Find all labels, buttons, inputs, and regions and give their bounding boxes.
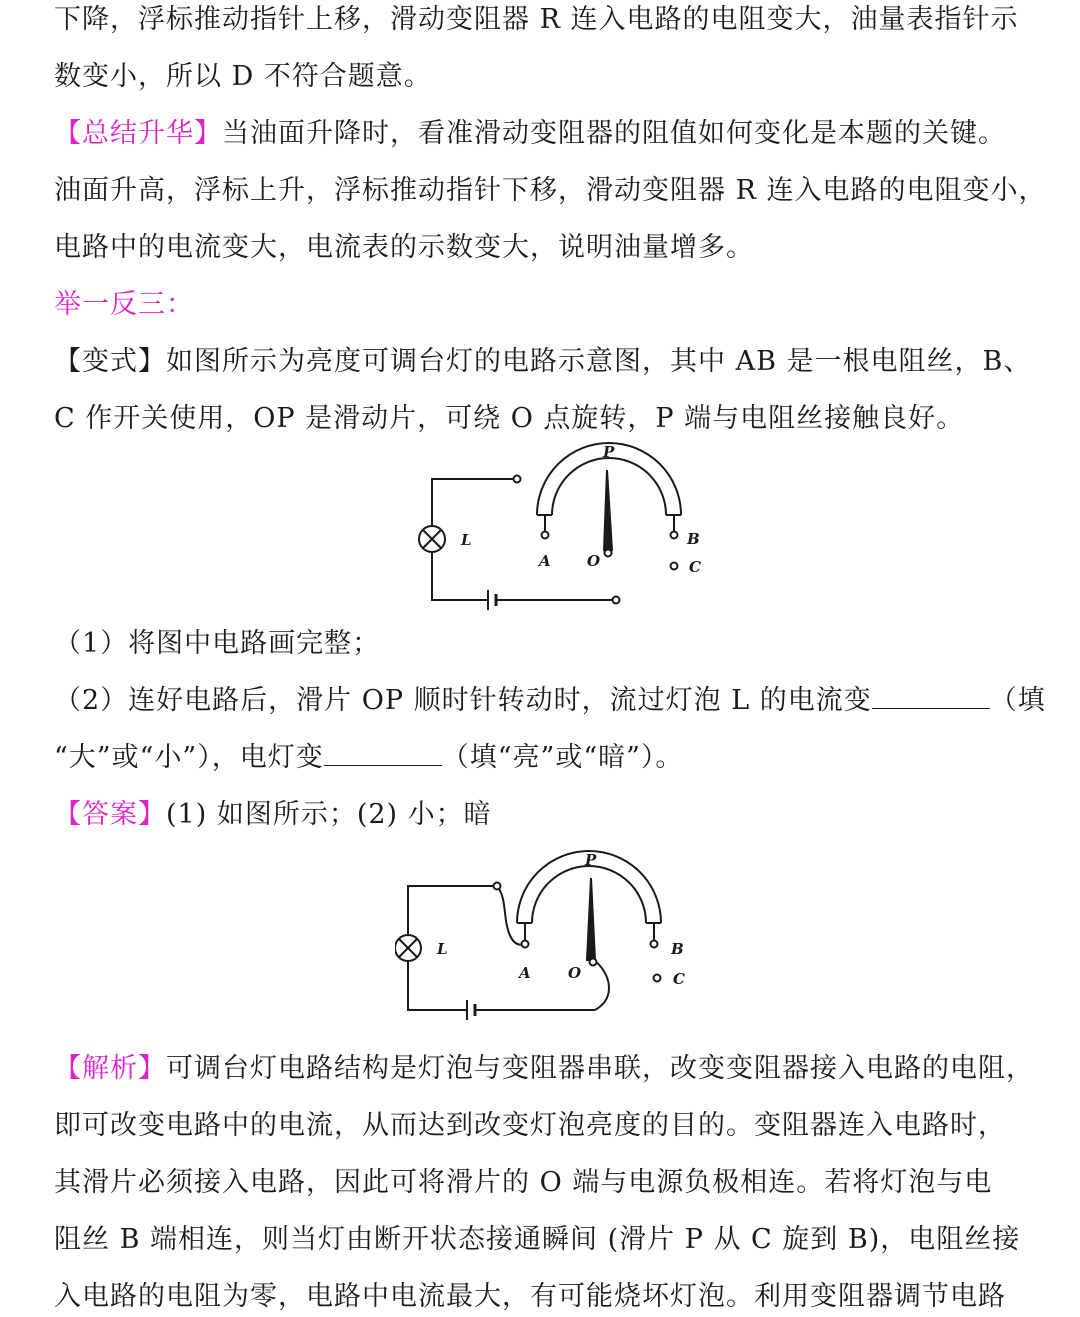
- analysis-paragraph: [54, 1049, 1034, 1089]
- paragraph-line: 数变小，所以 D 不符合题意。: [54, 61, 432, 92]
- label-A: A: [519, 964, 531, 982]
- label-A: A: [539, 552, 551, 570]
- label-C: C: [673, 970, 685, 988]
- answer-tag: 【答案】: [54, 799, 166, 830]
- answer-paragraph: [54, 795, 492, 835]
- summary-text: 当油面升降时，看准滑动变阻器的阻值如何变化是本题的关键。: [222, 118, 1006, 149]
- question-2-text: （填“亮”或“暗”）。: [441, 742, 684, 773]
- paragraph-line: 电路中的电流变大，电流表的示数变大，说明油量增多。: [54, 232, 754, 263]
- answer-text: (1) 如图所示；(2) 小；暗: [166, 799, 492, 830]
- label-P: P: [603, 443, 615, 461]
- question-1: （1）将图中电路画完整；: [54, 628, 381, 659]
- answer-blank-1: [872, 684, 990, 709]
- summary-tag: 【总结升华】: [54, 118, 222, 149]
- label-B: B: [687, 530, 700, 548]
- question-2-text: （2）连好电路后，滑片 OP 顺时针转动时，流过灯泡 L 的电流变: [54, 685, 872, 716]
- question-2-cont: [54, 738, 683, 778]
- paragraph-line: 入电路的电阻为零，电路中电流最大，有可能烧坏灯泡。利用变阻器调节电路: [54, 1281, 1006, 1312]
- question-2: [54, 681, 1046, 721]
- label-P: P: [585, 851, 597, 869]
- paragraph-line: 阻丝 B 端相连，则当灯由断开状态接通瞬间 (滑片 P 从 C 旋到 B)，电阻丝接: [54, 1224, 1021, 1255]
- label-L: L: [461, 531, 472, 549]
- summary-paragraph: [54, 114, 1006, 154]
- label-O: O: [587, 552, 601, 570]
- extend-heading: 举一反三：: [54, 289, 194, 320]
- analysis-text: 可调台灯电路结构是灯泡与变阻器串联，改变变阻器接入电路的电阻，: [166, 1053, 1034, 1084]
- paragraph-line: 下降，浮标推动指针上移，滑动变阻器 R 连入电路的电阻变大，油量表指针示: [54, 4, 1019, 35]
- question-2-text: “大”或“小”），电灯变: [54, 742, 324, 773]
- answer-blank-2: [324, 741, 442, 766]
- circuit-answer-svg: [395, 848, 715, 1024]
- circuit-diagram-svg: [400, 440, 720, 610]
- variant-line: 【变式】如图所示为亮度可调台灯的电路示意图，其中 AB 是一根电阻丝，B、: [54, 346, 1032, 377]
- circuit-figure-answer: [395, 848, 715, 1024]
- analysis-tag: 【解析】: [54, 1053, 166, 1084]
- circuit-figure-question: [400, 440, 720, 610]
- label-B: B: [671, 940, 684, 958]
- paragraph-line: 油面升高，浮标上升，浮标推动指针下移，滑动变阻器 R 连入电路的电阻变小，: [54, 175, 1047, 206]
- label-C: C: [689, 558, 701, 576]
- paragraph-line: 即可改变电路中的电流，从而达到改变灯泡亮度的目的。变阻器连入电路时，: [54, 1110, 1006, 1141]
- label-O: O: [568, 964, 582, 982]
- variant-line: C 作开关使用，OP 是滑动片，可绕 O 点旋转，P 端与电阻丝接触良好。: [54, 403, 965, 434]
- question-2-text: （填: [989, 685, 1046, 716]
- paragraph-line: 其滑片必须接入电路，因此可将滑片的 O 端与电源负极相连。若将灯泡与电: [54, 1167, 993, 1198]
- label-L: L: [437, 940, 448, 958]
